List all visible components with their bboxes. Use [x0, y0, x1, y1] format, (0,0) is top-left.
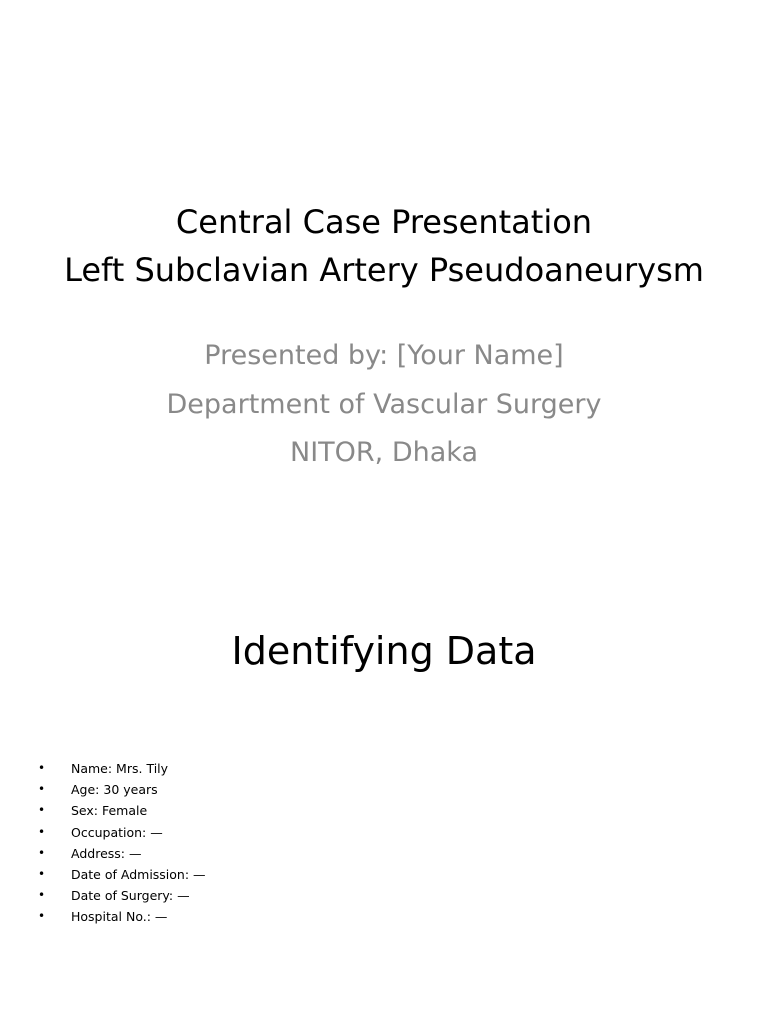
list-item-text: Occupation: — [71, 824, 163, 840]
slide-subtitle [0, 332, 768, 478]
list-item-text: Sex: Female [71, 803, 148, 819]
identifying-data-slide [0, 576, 768, 1024]
bullet-icon: • [38, 761, 46, 775]
list-item-text: Age: 30 years [71, 782, 158, 798]
list-item-text: Name: Mrs. Tily [71, 761, 169, 776]
title-line-1: Central Case Presentation [175, 203, 593, 241]
list-item-text: Date of Surgery: — [71, 888, 190, 904]
bullet-icon: • [38, 888, 46, 903]
bullet-icon: • [38, 824, 46, 839]
list-item-text: Address: — [71, 845, 142, 861]
institution-line: NITOR, Dhaka [290, 437, 478, 468]
presenter-line: Presented by: [Your Name] [204, 340, 564, 371]
bullet-icon: • [38, 866, 46, 881]
bullet-icon: • [38, 803, 46, 818]
slide-title [0, 198, 768, 294]
list-item-text: Date of Admission: — [71, 866, 206, 882]
bullet-icon: • [38, 909, 46, 924]
bullet-icon: • [38, 845, 46, 860]
title-line-2: Left Subclavian Artery Pseudoaneurysm [64, 251, 704, 289]
list-item-text: Hospital No.: — [71, 909, 168, 925]
department-line: Department of Vascular Surgery [166, 388, 602, 420]
bullet-icon: • [38, 782, 46, 797]
slide-heading: Identifying Data [231, 629, 537, 673]
